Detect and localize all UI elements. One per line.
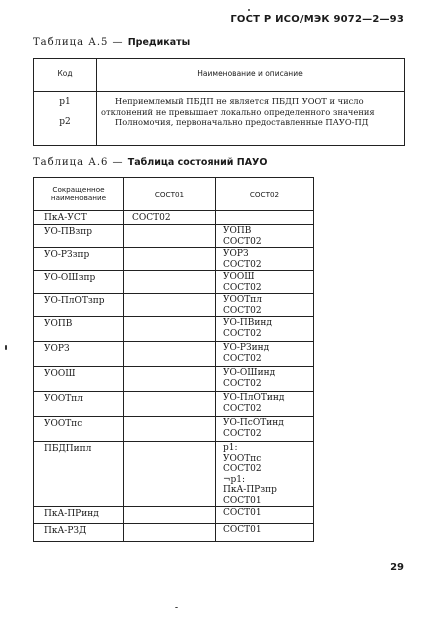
table-a6-state2-cell: [216, 442, 314, 507]
table-a6-state1-cell: [124, 392, 216, 417]
table-a6-state2-line: СОСТ02: [223, 428, 262, 439]
scan-speck: [175, 607, 178, 608]
table-a6-state1-cell: [124, 342, 216, 367]
table-a6-abbr-cell: УО-РЗзпр: [34, 248, 124, 271]
table-a6-state2-cell: [216, 248, 314, 271]
table-a6-header-row: [34, 178, 314, 211]
table-a6-state2-line: УО-ПсОТинд: [223, 418, 284, 428]
table-a6-state2-line: УО-ПВинд: [223, 318, 272, 328]
table-a6-state2-cell: [216, 342, 314, 367]
table-a6-state1-cell: [124, 507, 216, 524]
table-a6-abbr-cell: УОРЗ: [34, 342, 124, 367]
table-a6-header-state1: СОСТ01: [124, 178, 216, 211]
table-row: [34, 211, 314, 225]
table-a6-abbr-cell: ПкА-ПРинд: [34, 507, 124, 524]
table-a6-state2-cell: [216, 271, 314, 294]
document-header: ГОСТ Р ИСО/МЭК 9072—2—93: [230, 14, 404, 25]
table-a5-description: Полномочия, первоначально предоставленные ПАУО-ПД: [115, 117, 369, 127]
table-a6-abbr-cell: ПкА-УСТ: [34, 211, 124, 225]
table-a6-state2-line: УОРЗ: [223, 249, 249, 259]
table-a6-abbr-cell: УООТпл: [34, 392, 124, 417]
table-a6-state2-cell: [216, 211, 314, 225]
scan-speck: [5, 345, 7, 350]
table-row: [34, 367, 314, 392]
table-a6-caption-title: Таблица состояний ПАУО: [127, 157, 268, 168]
table-a6-caption-prefix: Таблица А.6 —: [33, 157, 124, 168]
table-a6-state2-line: СОСТ02: [223, 259, 262, 270]
table-a6-state1-cell: [124, 271, 216, 294]
table-a6-abbr-cell: УО-ПлОТзпр: [34, 294, 124, 317]
table-a6-abbr-cell: УО-ОШзпр: [34, 271, 124, 294]
table-a6-state2-cell: [216, 317, 314, 342]
scan-speck: [248, 9, 250, 11]
table-a6-state2-line: СОСТ02: [223, 282, 262, 293]
table-row: [34, 225, 314, 248]
table-a6-header-state2: СОСТ02: [216, 178, 314, 211]
table-a6-state2-cell: [216, 524, 314, 542]
table-a6-state2-line: СОСТ01: [223, 525, 262, 535]
table-a6-state1-cell: [124, 417, 216, 442]
table-a6-state1-cell: [124, 248, 216, 271]
table-a5-code: p1: [59, 97, 71, 107]
table-row: [34, 442, 314, 507]
table-a6-state2-line: УООТпс: [223, 453, 262, 464]
table-a5-header-code: Код: [57, 69, 73, 78]
table-a5: [33, 58, 405, 146]
table-a6-state2-line: СОСТ02: [223, 305, 262, 316]
table-a6-state1-cell: [124, 524, 216, 542]
table-a6-state2-line: p1:: [223, 443, 238, 453]
table-a6-abbr-cell: ПБДПипл: [34, 442, 124, 507]
table-a6-state2-line: УООТпл: [223, 295, 262, 305]
table-a5-header-name: Наименование и описание: [197, 69, 303, 78]
table-row: [34, 524, 314, 542]
table-a6-state2-line: СОСТ02: [223, 328, 262, 339]
table-a6-state2-cell: [216, 507, 314, 524]
table-row: [34, 417, 314, 442]
table-a6-state1-cell: [124, 367, 216, 392]
table-row: [34, 507, 314, 524]
table-a6-abbr-cell: УООШ: [34, 367, 124, 392]
table-row: [34, 294, 314, 317]
table-a6-state1-cell: [124, 294, 216, 317]
table-a6-state2-line: ¬p1:: [223, 474, 246, 485]
table-a6-state2-line: СОСТ02: [223, 403, 262, 414]
table-a6-state1-cell: [124, 442, 216, 507]
table-a6-state2-line: УООШ: [223, 272, 255, 282]
table-a6-state2-line: УО-РЗинд: [223, 343, 270, 353]
table-a5-caption-title: Предикаты: [127, 37, 191, 48]
table-a6-state2-line: УОПВ: [223, 226, 252, 236]
table-a6-state1-cell: СОСТ02: [124, 211, 216, 225]
table-a6-state1-cell: [124, 225, 216, 248]
table-row: [34, 392, 314, 417]
table-a6-state2-line: УО-ОШинд: [223, 368, 276, 378]
table-a5-description: Неприемлемый ПБДП не является ПБДП УООТ и число отклонений не превышает локально определенного значения: [101, 96, 375, 117]
table-a6-abbr-cell: УООТпс: [34, 417, 124, 442]
table-a6-state2-line: СОСТ02: [223, 353, 262, 364]
table-row: [34, 271, 314, 294]
table-a6-state2-line: СОСТ02: [223, 464, 262, 474]
table-a6-state2-line: ПкА-ПРзпр: [223, 485, 277, 495]
table-a6-state1-cell: [124, 317, 216, 342]
table-a6-state2-line: СОСТ02: [223, 378, 262, 389]
table-a6-state2-cell: [216, 392, 314, 417]
table-a6-state2-cell: [216, 417, 314, 442]
table-a6-state2-cell: [216, 367, 314, 392]
table-a6-state2-cell: [216, 294, 314, 317]
table-row: [34, 317, 314, 342]
table-row: [34, 248, 314, 271]
table-a5-caption: [33, 37, 190, 48]
table-a6-caption: [33, 157, 267, 168]
table-a6-abbr-cell: УОПВ: [34, 317, 124, 342]
table-a6-abbr-cell: УО-ПВзпр: [34, 225, 124, 248]
table-row: [34, 342, 314, 367]
table-a5-code: p2: [59, 117, 71, 127]
table-a6-state2-line: СОСТ01: [223, 508, 262, 518]
table-a6-header-abbr: Сокращенное наименование: [34, 178, 124, 211]
page-number: 29: [390, 562, 404, 573]
table-a6-state2-line: УО-ПлОТинд: [223, 393, 285, 403]
table-a5-caption-prefix: Таблица А.5 —: [33, 37, 124, 48]
table-a6-state2-line: СОСТ01: [223, 495, 262, 506]
table-a6-state2-cell: [216, 225, 314, 248]
table-a6: [33, 177, 314, 542]
table-a6-abbr-cell: ПкА-РЗД: [34, 524, 124, 542]
table-a6-state2-line: СОСТ02: [223, 236, 262, 247]
